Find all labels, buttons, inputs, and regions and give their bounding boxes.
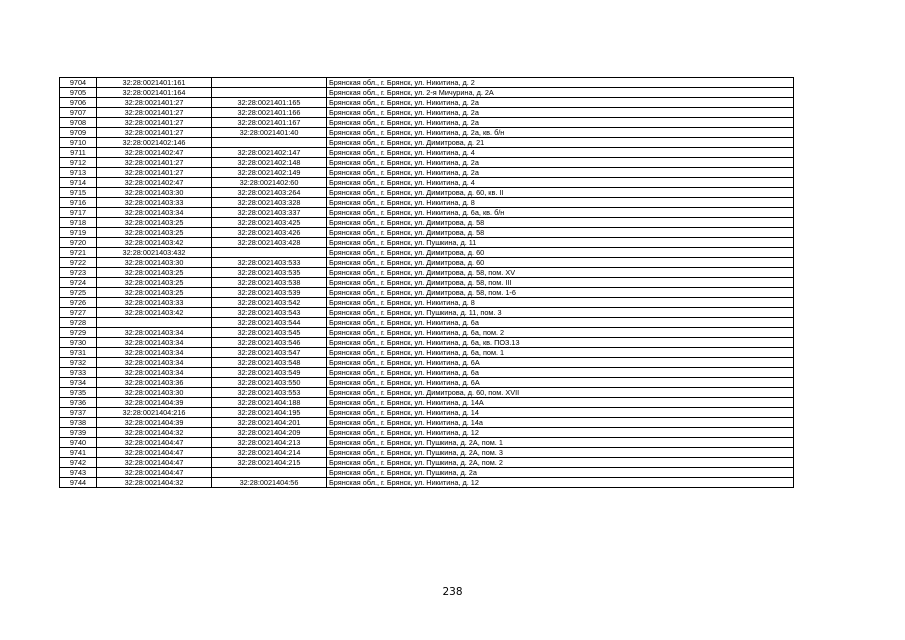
address-cell: Брянская обл., г. Брянск, ул. Димитрова, д. 60, кв. II bbox=[327, 188, 794, 198]
table-row bbox=[60, 348, 794, 358]
table-row bbox=[60, 318, 794, 328]
address-cell: Брянская обл., г. Брянск, ул. Никитина, д. 2а bbox=[327, 118, 794, 128]
table-row bbox=[60, 248, 794, 258]
object-number-cell: 32:28:0021404:201 bbox=[212, 418, 327, 428]
object-number-cell: 32:28:0021404:56 bbox=[212, 478, 327, 488]
address-cell: Брянская обл., г. Брянск, ул. Пушкина, д. 2А, пом. 1 bbox=[327, 438, 794, 448]
parcel-number-cell: 32:28:0021403:30 bbox=[97, 388, 212, 398]
object-number-cell bbox=[212, 248, 327, 258]
address-cell: Брянская обл., г. Брянск, ул. Пушкина, д. 2А, пом. 2 bbox=[327, 458, 794, 468]
object-number-cell bbox=[212, 468, 327, 478]
table-row bbox=[60, 418, 794, 428]
object-number-cell: 32:28:0021403:544 bbox=[212, 318, 327, 328]
parcel-number-cell: 32:28:0021403:34 bbox=[97, 358, 212, 368]
table-row bbox=[60, 218, 794, 228]
object-number-cell: 32:28:0021403:328 bbox=[212, 198, 327, 208]
object-number-cell: 32:28:0021402:148 bbox=[212, 158, 327, 168]
parcel-number-cell: 32:28:0021402:146 bbox=[97, 138, 212, 148]
parcel-number-cell: 32:28:0021401:27 bbox=[97, 158, 212, 168]
table-row bbox=[60, 78, 794, 88]
object-number-cell: 32:28:0021404:195 bbox=[212, 408, 327, 418]
table-row bbox=[60, 388, 794, 398]
object-number-cell: 32:28:0021403:264 bbox=[212, 188, 327, 198]
row-number-cell: 9716 bbox=[60, 198, 97, 208]
table-row bbox=[60, 138, 794, 148]
address-cell: Брянская обл., г. Брянск, ул. Никитина, д. 8 bbox=[327, 298, 794, 308]
table-row bbox=[60, 468, 794, 478]
parcel-number-cell: 32:28:0021403:34 bbox=[97, 338, 212, 348]
object-number-cell: 32:28:0021404:213 bbox=[212, 438, 327, 448]
row-number-cell: 9734 bbox=[60, 378, 97, 388]
table-row bbox=[60, 268, 794, 278]
address-cell: Брянская обл., г. Брянск, ул. Пушкина, д. 2а bbox=[327, 468, 794, 478]
table-row bbox=[60, 118, 794, 128]
address-cell: Брянская обл., г. Брянск, ул. Пушкина, д. 2А, пом. 3 bbox=[327, 448, 794, 458]
address-cell: Брянская обл., г. Брянск, ул. Димитрова, д. 58, пом. 1-6 bbox=[327, 288, 794, 298]
parcel-number-cell: 32:28:0021403:36 bbox=[97, 378, 212, 388]
address-cell: Брянская обл., г. Брянск, ул. Никитина, д. 2а bbox=[327, 158, 794, 168]
address-cell: Брянская обл., г. Брянск, ул. Никитина, д. 14А bbox=[327, 398, 794, 408]
address-cell: Брянская обл., г. Брянск, ул. Димитрова, д. 58 bbox=[327, 228, 794, 238]
table-row bbox=[60, 108, 794, 118]
address-cell: Брянская обл., г. Брянск, ул. Пушкина, д. 11, пом. 3 bbox=[327, 308, 794, 318]
object-number-cell: 32:28:0021403:426 bbox=[212, 228, 327, 238]
table-row bbox=[60, 188, 794, 198]
address-cell: Брянская обл., г. Брянск, ул. Никитина, д. 12 bbox=[327, 428, 794, 438]
parcel-number-cell: 32:28:0021404:216 bbox=[97, 408, 212, 418]
row-number-cell: 9713 bbox=[60, 168, 97, 178]
object-number-cell: 32:28:0021404:215 bbox=[212, 458, 327, 468]
address-cell: Брянская обл., г. Брянск, ул. 2-я Мичурина, д. 2А bbox=[327, 88, 794, 98]
table-row bbox=[60, 428, 794, 438]
address-cell: Брянская обл., г. Брянск, ул. Никитина, д. 6А bbox=[327, 378, 794, 388]
address-cell: Брянская обл., г. Брянск, ул. Никитина, д. 2а bbox=[327, 108, 794, 118]
table-row bbox=[60, 358, 794, 368]
row-number-cell: 9723 bbox=[60, 268, 97, 278]
row-number-cell: 9731 bbox=[60, 348, 97, 358]
address-cell: Брянская обл., г. Брянск, ул. Никитина, д. 2а bbox=[327, 168, 794, 178]
object-number-cell: 32:28:0021401:165 bbox=[212, 98, 327, 108]
row-number-cell: 9741 bbox=[60, 448, 97, 458]
table-row bbox=[60, 298, 794, 308]
parcel-number-cell: 32:28:0021402:47 bbox=[97, 178, 212, 188]
address-cell: Брянская обл., г. Брянск, ул. Никитина, д. 14 bbox=[327, 408, 794, 418]
row-number-cell: 9719 bbox=[60, 228, 97, 238]
table-row bbox=[60, 378, 794, 388]
table-row bbox=[60, 408, 794, 418]
object-number-cell: 32:28:0021402:60 bbox=[212, 178, 327, 188]
address-cell: Брянская обл., г. Брянск, ул. Никитина, д. 6а, пом. 1 bbox=[327, 348, 794, 358]
address-cell: Брянская обл., г. Брянск, ул. Никитина, д. 8 bbox=[327, 198, 794, 208]
table-row bbox=[60, 148, 794, 158]
row-number-cell: 9732 bbox=[60, 358, 97, 368]
object-number-cell: 32:28:0021403:535 bbox=[212, 268, 327, 278]
address-cell: Брянская обл., г. Брянск, ул. Димитрова, д. 21 bbox=[327, 138, 794, 148]
parcel-number-cell: 32:28:0021401:161 bbox=[97, 78, 212, 88]
parcel-number-cell: 32:28:0021404:47 bbox=[97, 458, 212, 468]
row-number-cell: 9704 bbox=[60, 78, 97, 88]
object-number-cell: 32:28:0021403:550 bbox=[212, 378, 327, 388]
table-row bbox=[60, 168, 794, 178]
address-cell: Брянская обл., г. Брянск, ул. Никитина, д. 6а bbox=[327, 318, 794, 328]
object-number-cell: 32:28:0021403:542 bbox=[212, 298, 327, 308]
table-row bbox=[60, 198, 794, 208]
parcel-number-cell: 32:28:0021403:33 bbox=[97, 298, 212, 308]
row-number-cell: 9735 bbox=[60, 388, 97, 398]
address-cell: Брянская обл., г. Брянск, ул. Никитина, д. 6А bbox=[327, 358, 794, 368]
table-row bbox=[60, 98, 794, 108]
object-number-cell: 32:28:0021403:548 bbox=[212, 358, 327, 368]
table-row bbox=[60, 438, 794, 448]
object-number-cell: 32:28:0021403:425 bbox=[212, 218, 327, 228]
row-number-cell: 9736 bbox=[60, 398, 97, 408]
object-number-cell bbox=[212, 88, 327, 98]
object-number-cell: 32:28:0021401:167 bbox=[212, 118, 327, 128]
address-cell: Брянская обл., г. Брянск, ул. Никитина, д. 6а, кв. ПОЗ.13 bbox=[327, 338, 794, 348]
row-number-cell: 9728 bbox=[60, 318, 97, 328]
object-number-cell bbox=[212, 138, 327, 148]
address-cell: Брянская обл., г. Брянск, ул. Никитина, д. 4 bbox=[327, 178, 794, 188]
object-number-cell: 32:28:0021403:428 bbox=[212, 238, 327, 248]
object-number-cell: 32:28:0021403:547 bbox=[212, 348, 327, 358]
table-row bbox=[60, 178, 794, 188]
row-number-cell: 9726 bbox=[60, 298, 97, 308]
parcel-number-cell: 32:28:0021403:25 bbox=[97, 288, 212, 298]
parcel-number-cell: 32:28:0021403:30 bbox=[97, 188, 212, 198]
parcel-number-cell: 32:28:0021403:33 bbox=[97, 198, 212, 208]
row-number-cell: 9729 bbox=[60, 328, 97, 338]
table-row bbox=[60, 258, 794, 268]
parcel-number-cell: 32:28:0021401:27 bbox=[97, 98, 212, 108]
table-row bbox=[60, 398, 794, 408]
row-number-cell: 9720 bbox=[60, 238, 97, 248]
parcel-number-cell: 32:28:0021403:34 bbox=[97, 208, 212, 218]
row-number-cell: 9740 bbox=[60, 438, 97, 448]
page-number: 238 bbox=[442, 586, 463, 598]
object-number-cell: 32:28:0021402:147 bbox=[212, 148, 327, 158]
row-number-cell: 9722 bbox=[60, 258, 97, 268]
row-number-cell: 9739 bbox=[60, 428, 97, 438]
row-number-cell: 9727 bbox=[60, 308, 97, 318]
address-cell: Брянская обл., г. Брянск, ул. Димитрова, д. 58, пом. III bbox=[327, 278, 794, 288]
row-number-cell: 9709 bbox=[60, 128, 97, 138]
table-row bbox=[60, 208, 794, 218]
parcel-number-cell: 32:28:0021404:47 bbox=[97, 448, 212, 458]
address-cell: Брянская обл., г. Брянск, ул. Димитрова, д. 60, пом. XVII bbox=[327, 388, 794, 398]
address-cell: Брянская обл., г. Брянск, ул. Никитина, д. 2а bbox=[327, 98, 794, 108]
row-number-cell: 9721 bbox=[60, 248, 97, 258]
row-number-cell: 9708 bbox=[60, 118, 97, 128]
address-cell: Брянская обл., г. Брянск, ул. Никитина, д. 4 bbox=[327, 148, 794, 158]
parcel-number-cell: 32:28:0021403:34 bbox=[97, 328, 212, 338]
table-row bbox=[60, 478, 794, 488]
address-cell: Брянская обл., г. Брянск, ул. Никитина, д. 6а, кв. б/н bbox=[327, 208, 794, 218]
parcel-number-cell: 32:28:0021404:32 bbox=[97, 478, 212, 488]
parcel-number-cell: 32:28:0021404:39 bbox=[97, 418, 212, 428]
object-number-cell: 32:28:0021403:549 bbox=[212, 368, 327, 378]
parcel-number-cell: 32:28:0021403:432 bbox=[97, 248, 212, 258]
row-number-cell: 9706 bbox=[60, 98, 97, 108]
parcel-number-cell: 32:28:0021403:34 bbox=[97, 348, 212, 358]
object-number-cell: 32:28:0021403:543 bbox=[212, 308, 327, 318]
table-row bbox=[60, 228, 794, 238]
row-number-cell: 9725 bbox=[60, 288, 97, 298]
parcel-number-cell: 32:28:0021403:25 bbox=[97, 268, 212, 278]
object-number-cell: 32:28:0021403:533 bbox=[212, 258, 327, 268]
parcel-number-cell: 32:28:0021401:27 bbox=[97, 168, 212, 178]
row-number-cell: 9742 bbox=[60, 458, 97, 468]
object-number-cell: 32:28:0021401:166 bbox=[212, 108, 327, 118]
table-row bbox=[60, 88, 794, 98]
parcel-number-cell: 32:28:0021403:34 bbox=[97, 368, 212, 378]
address-cell: Брянская обл., г. Брянск, ул. Димитрова, д. 58 bbox=[327, 218, 794, 228]
object-number-cell: 32:28:0021403:545 bbox=[212, 328, 327, 338]
table-row bbox=[60, 338, 794, 348]
row-number-cell: 9705 bbox=[60, 88, 97, 98]
table-row bbox=[60, 448, 794, 458]
table-row bbox=[60, 458, 794, 468]
object-number-cell: 32:28:0021403:538 bbox=[212, 278, 327, 288]
object-number-cell: 32:28:0021404:209 bbox=[212, 428, 327, 438]
parcel-number-cell: 32:28:0021404:32 bbox=[97, 428, 212, 438]
parcel-number-cell: 32:28:0021404:47 bbox=[97, 468, 212, 478]
parcel-number-cell bbox=[97, 318, 212, 328]
parcel-number-cell: 32:28:0021403:42 bbox=[97, 308, 212, 318]
parcel-number-cell: 32:28:0021403:42 bbox=[97, 238, 212, 248]
object-number-cell bbox=[212, 78, 327, 88]
table-row bbox=[60, 278, 794, 288]
row-number-cell: 9733 bbox=[60, 368, 97, 378]
row-number-cell: 9724 bbox=[60, 278, 97, 288]
parcel-number-cell: 32:28:0021403:30 bbox=[97, 258, 212, 268]
address-cell: Брянская обл., г. Брянск, ул. Никитина, д. 14а bbox=[327, 418, 794, 428]
object-number-cell: 32:28:0021401:40 bbox=[212, 128, 327, 138]
address-cell: Брянская обл., г. Брянск, ул. Димитрова, д. 58, пом. XV bbox=[327, 268, 794, 278]
row-number-cell: 9717 bbox=[60, 208, 97, 218]
parcel-number-cell: 32:28:0021401:164 bbox=[97, 88, 212, 98]
row-number-cell: 9714 bbox=[60, 178, 97, 188]
parcel-number-cell: 32:28:0021403:25 bbox=[97, 218, 212, 228]
object-number-cell: 32:28:0021403:553 bbox=[212, 388, 327, 398]
address-cell: Брянская обл., г. Брянск, ул. Димитрова, д. 60 bbox=[327, 248, 794, 258]
row-number-cell: 9712 bbox=[60, 158, 97, 168]
address-cell: Брянская обл., г. Брянск, ул. Никитина, д. 6а, пом. 2 bbox=[327, 328, 794, 338]
table-row bbox=[60, 158, 794, 168]
parcel-number-cell: 32:28:0021402:47 bbox=[97, 148, 212, 158]
row-number-cell: 9730 bbox=[60, 338, 97, 348]
address-cell: Брянская обл., г. Брянск, ул. Никитина, д. 12 bbox=[327, 478, 794, 488]
row-number-cell: 9743 bbox=[60, 468, 97, 478]
table-row bbox=[60, 328, 794, 338]
parcel-number-cell: 32:28:0021404:39 bbox=[97, 398, 212, 408]
object-number-cell: 32:28:0021404:188 bbox=[212, 398, 327, 408]
parcel-number-cell: 32:28:0021403:25 bbox=[97, 228, 212, 238]
object-number-cell: 32:28:0021403:337 bbox=[212, 208, 327, 218]
parcel-number-cell: 32:28:0021401:27 bbox=[97, 118, 212, 128]
address-cell: Брянская обл., г. Брянск, ул. Димитрова, д. 60 bbox=[327, 258, 794, 268]
row-number-cell: 9707 bbox=[60, 108, 97, 118]
object-number-cell: 32:28:0021404:214 bbox=[212, 448, 327, 458]
table-row bbox=[60, 308, 794, 318]
registry-table bbox=[59, 77, 794, 488]
row-number-cell: 9711 bbox=[60, 148, 97, 158]
address-cell: Брянская обл., г. Брянск, ул. Никитина, д. 2 bbox=[327, 78, 794, 88]
address-cell: Брянская обл., г. Брянск, ул. Пушкина, д. 11 bbox=[327, 238, 794, 248]
parcel-number-cell: 32:28:0021403:25 bbox=[97, 278, 212, 288]
table-row bbox=[60, 368, 794, 378]
row-number-cell: 9710 bbox=[60, 138, 97, 148]
table-row bbox=[60, 288, 794, 298]
table-row bbox=[60, 238, 794, 248]
object-number-cell: 32:28:0021403:539 bbox=[212, 288, 327, 298]
row-number-cell: 9718 bbox=[60, 218, 97, 228]
object-number-cell: 32:28:0021403:546 bbox=[212, 338, 327, 348]
object-number-cell: 32:28:0021402:149 bbox=[212, 168, 327, 178]
address-cell: Брянская обл., г. Брянск, ул. Никитина, д. 6а bbox=[327, 368, 794, 378]
parcel-number-cell: 32:28:0021401:27 bbox=[97, 128, 212, 138]
row-number-cell: 9737 bbox=[60, 408, 97, 418]
table-row bbox=[60, 128, 794, 138]
row-number-cell: 9715 bbox=[60, 188, 97, 198]
parcel-number-cell: 32:28:0021404:47 bbox=[97, 438, 212, 448]
row-number-cell: 9738 bbox=[60, 418, 97, 428]
address-cell: Брянская обл., г. Брянск, ул. Никитина, д. 2а, кв. б/н bbox=[327, 128, 794, 138]
parcel-number-cell: 32:28:0021401:27 bbox=[97, 108, 212, 118]
row-number-cell: 9744 bbox=[60, 478, 97, 488]
registry-table-body bbox=[60, 78, 794, 488]
